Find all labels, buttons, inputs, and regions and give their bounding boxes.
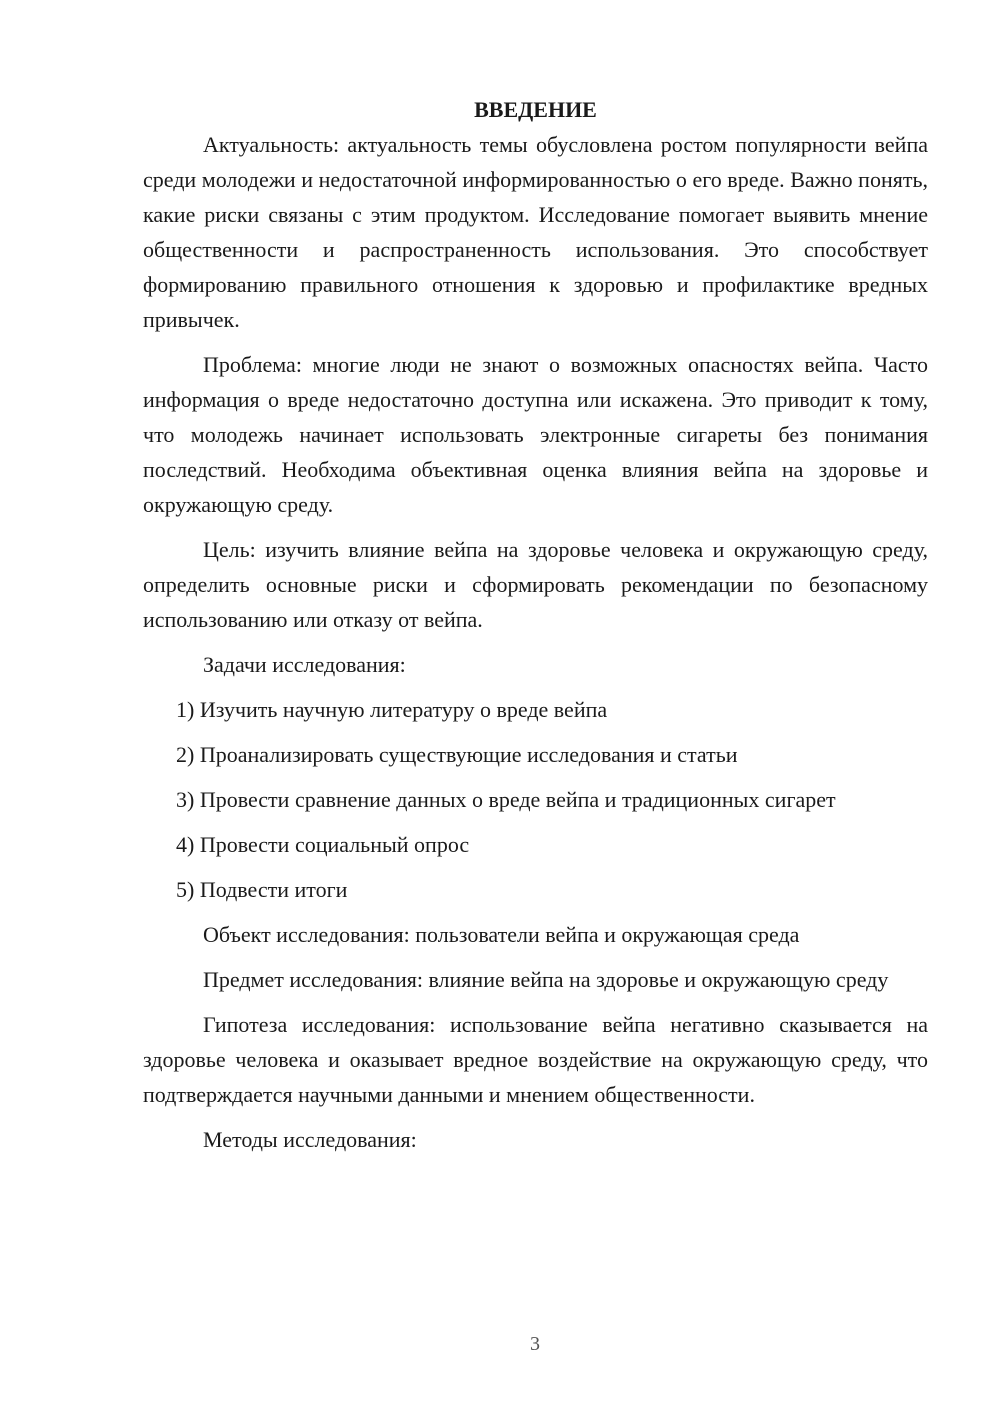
tasks-list: [143, 692, 928, 907]
document-page: [143, 92, 928, 1157]
list-item: 1) Изучить научную литературу о вреде вейпа: [176, 697, 608, 722]
list-item: 4) Провести социальный опрос: [176, 832, 470, 857]
goal-paragraph: Цель: изучить влияние вейпа на здоровье человека и окружающую среду, определить основные риски и сформировать рекомендации по безопасному использованию или отказу от вейпа.: [143, 537, 928, 632]
tasks-heading: Задачи исследования:: [203, 652, 406, 677]
relevance-paragraph: Актуальность: актуальность темы обусловлена ростом популярности вейпа среди молодежи и недостаточной информированностью о его вреде. Важно понять, какие риски связаны с этим продуктом. Исследование помогает выявить мнение общественности и распространенность использования. Это способствует формированию правильного отношения к здоровью и профилактике вредных привычек.: [143, 132, 928, 332]
problem-paragraph: Проблема: многие люди не знают о возможных опасностях вейпа. Часто информация о вреде недостаточно доступна или искажена. Это приводит к тому, что молодежь начинает использовать электронные сигареты без понимания последствий. Необходима объективная оценка влияния вейпа на здоровье и окружающую среду.: [143, 352, 928, 517]
list-item: 3) Провести сравнение данных о вреде вейпа и традиционных сигарет: [176, 787, 836, 812]
list-item: 2) Проанализировать существующие исследования и статьи: [176, 742, 738, 767]
subject-paragraph: Предмет исследования: влияние вейпа на здоровье и окружающую среду: [203, 967, 889, 992]
methods-heading: Методы исследования:: [203, 1127, 417, 1152]
page-number: 3: [530, 1333, 540, 1355]
page-title: ВВЕДЕНИЕ: [474, 97, 597, 122]
object-paragraph: Объект исследования: пользователи вейпа и окружающая среда: [203, 922, 800, 947]
list-item: 5) Подвести итоги: [176, 877, 348, 902]
hypothesis-paragraph: Гипотеза исследования: использование вейпа негативно сказывается на здоровье человека и оказывает вредное воздействие на окружающую среду, что подтверждается научными данными и мнением общественности.: [143, 1012, 928, 1107]
